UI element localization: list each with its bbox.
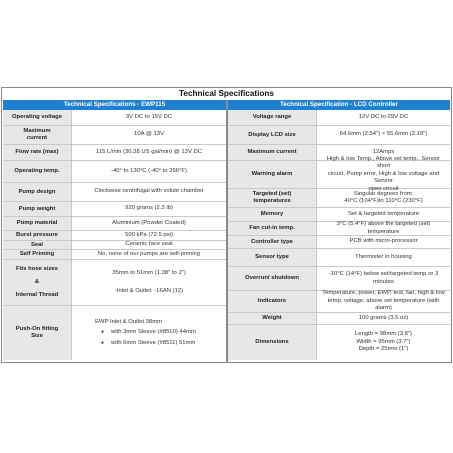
value-voltage-range: 12V DC to 29V DC bbox=[316, 110, 450, 125]
bullet-icon: ● bbox=[101, 339, 105, 346]
label-burst-pressure: Burst pressure bbox=[3, 231, 71, 240]
label-weight: Weight bbox=[228, 313, 316, 324]
label-maximum-current-line1: Maximum bbox=[23, 128, 51, 134]
row-pump-material bbox=[3, 217, 226, 231]
row-flow-rate bbox=[3, 145, 226, 161]
label-pump-design: Pump design bbox=[3, 183, 71, 201]
value-targeted-temps-line1: Singular degrees from: bbox=[353, 190, 414, 197]
row-dimensions bbox=[228, 325, 450, 360]
value-warning-alarm-line1: High & low Temp., Above set temp., Sensor short bbox=[326, 155, 441, 170]
row-sensor-type bbox=[228, 249, 450, 267]
label-push-on-line1: Push-On fitting bbox=[15, 326, 59, 332]
value-push-on-3mm-item bbox=[75, 329, 196, 336]
value-pump-material: Aluminium (Powder Coated) bbox=[71, 217, 226, 230]
label-indicators: Indicators bbox=[228, 291, 316, 312]
label-targeted-temps bbox=[228, 189, 316, 207]
pump-spec-panel bbox=[3, 100, 226, 362]
row-overrun bbox=[228, 267, 450, 291]
row-push-on-fitting bbox=[3, 306, 226, 360]
label-fan-cut-in: Fan cut-in temp. bbox=[228, 222, 316, 235]
row-targeted-temps bbox=[228, 189, 450, 208]
label-operating-temp: Operating temp. bbox=[3, 161, 71, 182]
row-seal bbox=[3, 241, 226, 250]
pump-spec-rows bbox=[3, 110, 226, 360]
value-controller-current: 12Amps bbox=[316, 145, 450, 160]
value-push-on-3mm: with 3mm Sleeve (#8510) 44mm bbox=[111, 329, 196, 336]
row-self-priming bbox=[3, 250, 226, 260]
label-fits-hose bbox=[3, 260, 71, 305]
value-burst-pressure: 500 kPa (72.5 psi) bbox=[71, 231, 226, 240]
value-overrun-line2: minutes bbox=[373, 278, 394, 285]
label-maximum-current-line2: current bbox=[26, 135, 48, 141]
label-sensor-type: Sensor type bbox=[228, 249, 316, 266]
controller-spec-header: Technical Specification - LCD Controller bbox=[228, 100, 450, 110]
row-operating-temp bbox=[3, 161, 226, 183]
label-push-on-line2: Size bbox=[31, 333, 43, 339]
row-fits-hose bbox=[3, 260, 226, 306]
row-weight bbox=[228, 313, 450, 325]
value-pump-weight: 920 grams (2.3 lb) bbox=[71, 202, 226, 216]
label-pump-weight: Pump weight bbox=[3, 202, 71, 216]
value-dimensions bbox=[316, 325, 450, 360]
value-indicators bbox=[316, 291, 450, 312]
row-voltage-range bbox=[228, 110, 450, 126]
value-fan-cut-in: 3°C (5.4°F) above the targeted (set) temperature bbox=[316, 222, 450, 235]
label-dimensions: Dimensions bbox=[228, 325, 316, 360]
label-pump-material: Pump material bbox=[3, 217, 71, 230]
specifications-table bbox=[1, 87, 452, 363]
value-fits-hose bbox=[71, 260, 226, 305]
label-memory: Memory bbox=[228, 208, 316, 221]
value-push-on-6mm-item bbox=[75, 340, 195, 347]
value-overrun-line1: -10°C (14°F) below set/targeted temp or 3 bbox=[328, 271, 439, 278]
value-warning-alarm-line2: circuit, Pump error, High & low voltage and Sensor bbox=[327, 170, 440, 185]
value-flow-rate: 115 L/min (30.38 US gal/min) @ 13V DC bbox=[71, 145, 226, 160]
row-maximum-current bbox=[3, 126, 226, 145]
row-controller-type bbox=[228, 236, 450, 249]
value-fits-hose-thread: -Inlet & Outlet: -16AN (12) bbox=[114, 287, 184, 294]
row-fan-cut-in bbox=[228, 222, 450, 236]
page-title: Technical Specifications bbox=[179, 89, 274, 98]
label-controller-current: Maximum current bbox=[228, 145, 316, 160]
value-seal: Ceramic face seal bbox=[71, 241, 226, 249]
label-display-lcd: Display LCD size bbox=[228, 126, 316, 144]
value-memory: Set & targeted temperature bbox=[316, 208, 450, 221]
row-warning-alarm bbox=[228, 155, 450, 192]
value-operating-voltage: 3V DC to 15V DC bbox=[71, 110, 226, 125]
value-self-priming: No, none of our pumps are self-priming bbox=[71, 250, 226, 259]
row-memory bbox=[228, 208, 450, 222]
label-voltage-range: Voltage range bbox=[228, 110, 316, 125]
label-fits-hose-line2: & bbox=[34, 279, 40, 285]
value-dimensions-length: Length = 98mm (3.8") bbox=[355, 331, 412, 338]
value-targeted-temps bbox=[316, 189, 450, 207]
label-fits-hose-line3: Internal Thread bbox=[15, 292, 59, 298]
label-self-priming: Self Priming bbox=[3, 250, 71, 259]
row-indicators bbox=[228, 291, 450, 313]
row-pump-design bbox=[3, 183, 226, 202]
value-indicators-line1: Temperature, power, EWP, test, fan, high & low bbox=[322, 290, 445, 297]
row-operating-voltage bbox=[3, 110, 226, 126]
value-operating-temp: -40° to 130°C (-40° to 266°F) bbox=[71, 161, 226, 182]
label-controller-type: Controller type bbox=[228, 236, 316, 248]
label-targeted-temps-line2: temperatures bbox=[253, 198, 291, 204]
value-dimensions-depth: Depth = 25mm (1") bbox=[358, 346, 409, 353]
label-operating-voltage: Operating voltage bbox=[3, 110, 71, 125]
label-maximum-current bbox=[3, 126, 71, 144]
row-pump-weight bbox=[3, 202, 226, 217]
label-fits-hose-line1: Fits hose sizes bbox=[16, 266, 58, 272]
value-push-on-fitting bbox=[71, 306, 226, 360]
value-push-on-6mm: with 6mm Sleeve (#8511) 51mm bbox=[111, 339, 196, 346]
value-warning-alarm bbox=[316, 155, 450, 192]
controller-spec-rows bbox=[228, 110, 450, 360]
value-sensor-type: Thermister in housing bbox=[316, 249, 450, 266]
value-indicators-line2: temp, voltage, above set temperature (with alarm) bbox=[327, 297, 440, 312]
row-display-lcd bbox=[228, 126, 450, 145]
value-overrun bbox=[316, 267, 450, 290]
value-display-lcd: 64.6mm (2.54") × 55.6mm (2.19") bbox=[316, 126, 450, 144]
label-targeted-temps-line1: Targeted (set) bbox=[252, 191, 292, 197]
value-pump-design: Clockwise centrifugal with volute chamber bbox=[71, 183, 226, 201]
label-seal: Seal bbox=[3, 241, 71, 249]
label-flow-rate: Flow rate (max) bbox=[3, 145, 71, 160]
label-warning-alarm: Warning alarm bbox=[228, 161, 316, 188]
value-controller-type: PCB with micro-processor bbox=[316, 236, 450, 248]
row-burst-pressure bbox=[3, 231, 226, 241]
bullet-icon: ● bbox=[101, 329, 105, 336]
value-weight: 100 grams (3.5 oz) bbox=[316, 313, 450, 324]
controller-spec-panel bbox=[228, 100, 450, 362]
value-maximum-current: 10A @ 13V bbox=[71, 126, 226, 144]
label-overrun: Overrun/ shutdown bbox=[228, 267, 316, 290]
label-push-on-fitting bbox=[3, 306, 71, 360]
value-fits-hose-size: 35mm to 51mm (1.38" to 2") bbox=[112, 270, 186, 277]
value-targeted-temps-line2: 40°C (104°F)to 110°C (230°F) bbox=[344, 198, 423, 204]
value-dimensions-width: Width = 95mm (3.7") bbox=[356, 338, 411, 345]
pump-spec-header: Technical Specifications - EWP115 bbox=[3, 100, 226, 110]
value-warning-alarm-line3: open circuit bbox=[368, 185, 399, 192]
value-push-on-base: EWP Inlet & Outlet 38mm bbox=[95, 318, 163, 325]
